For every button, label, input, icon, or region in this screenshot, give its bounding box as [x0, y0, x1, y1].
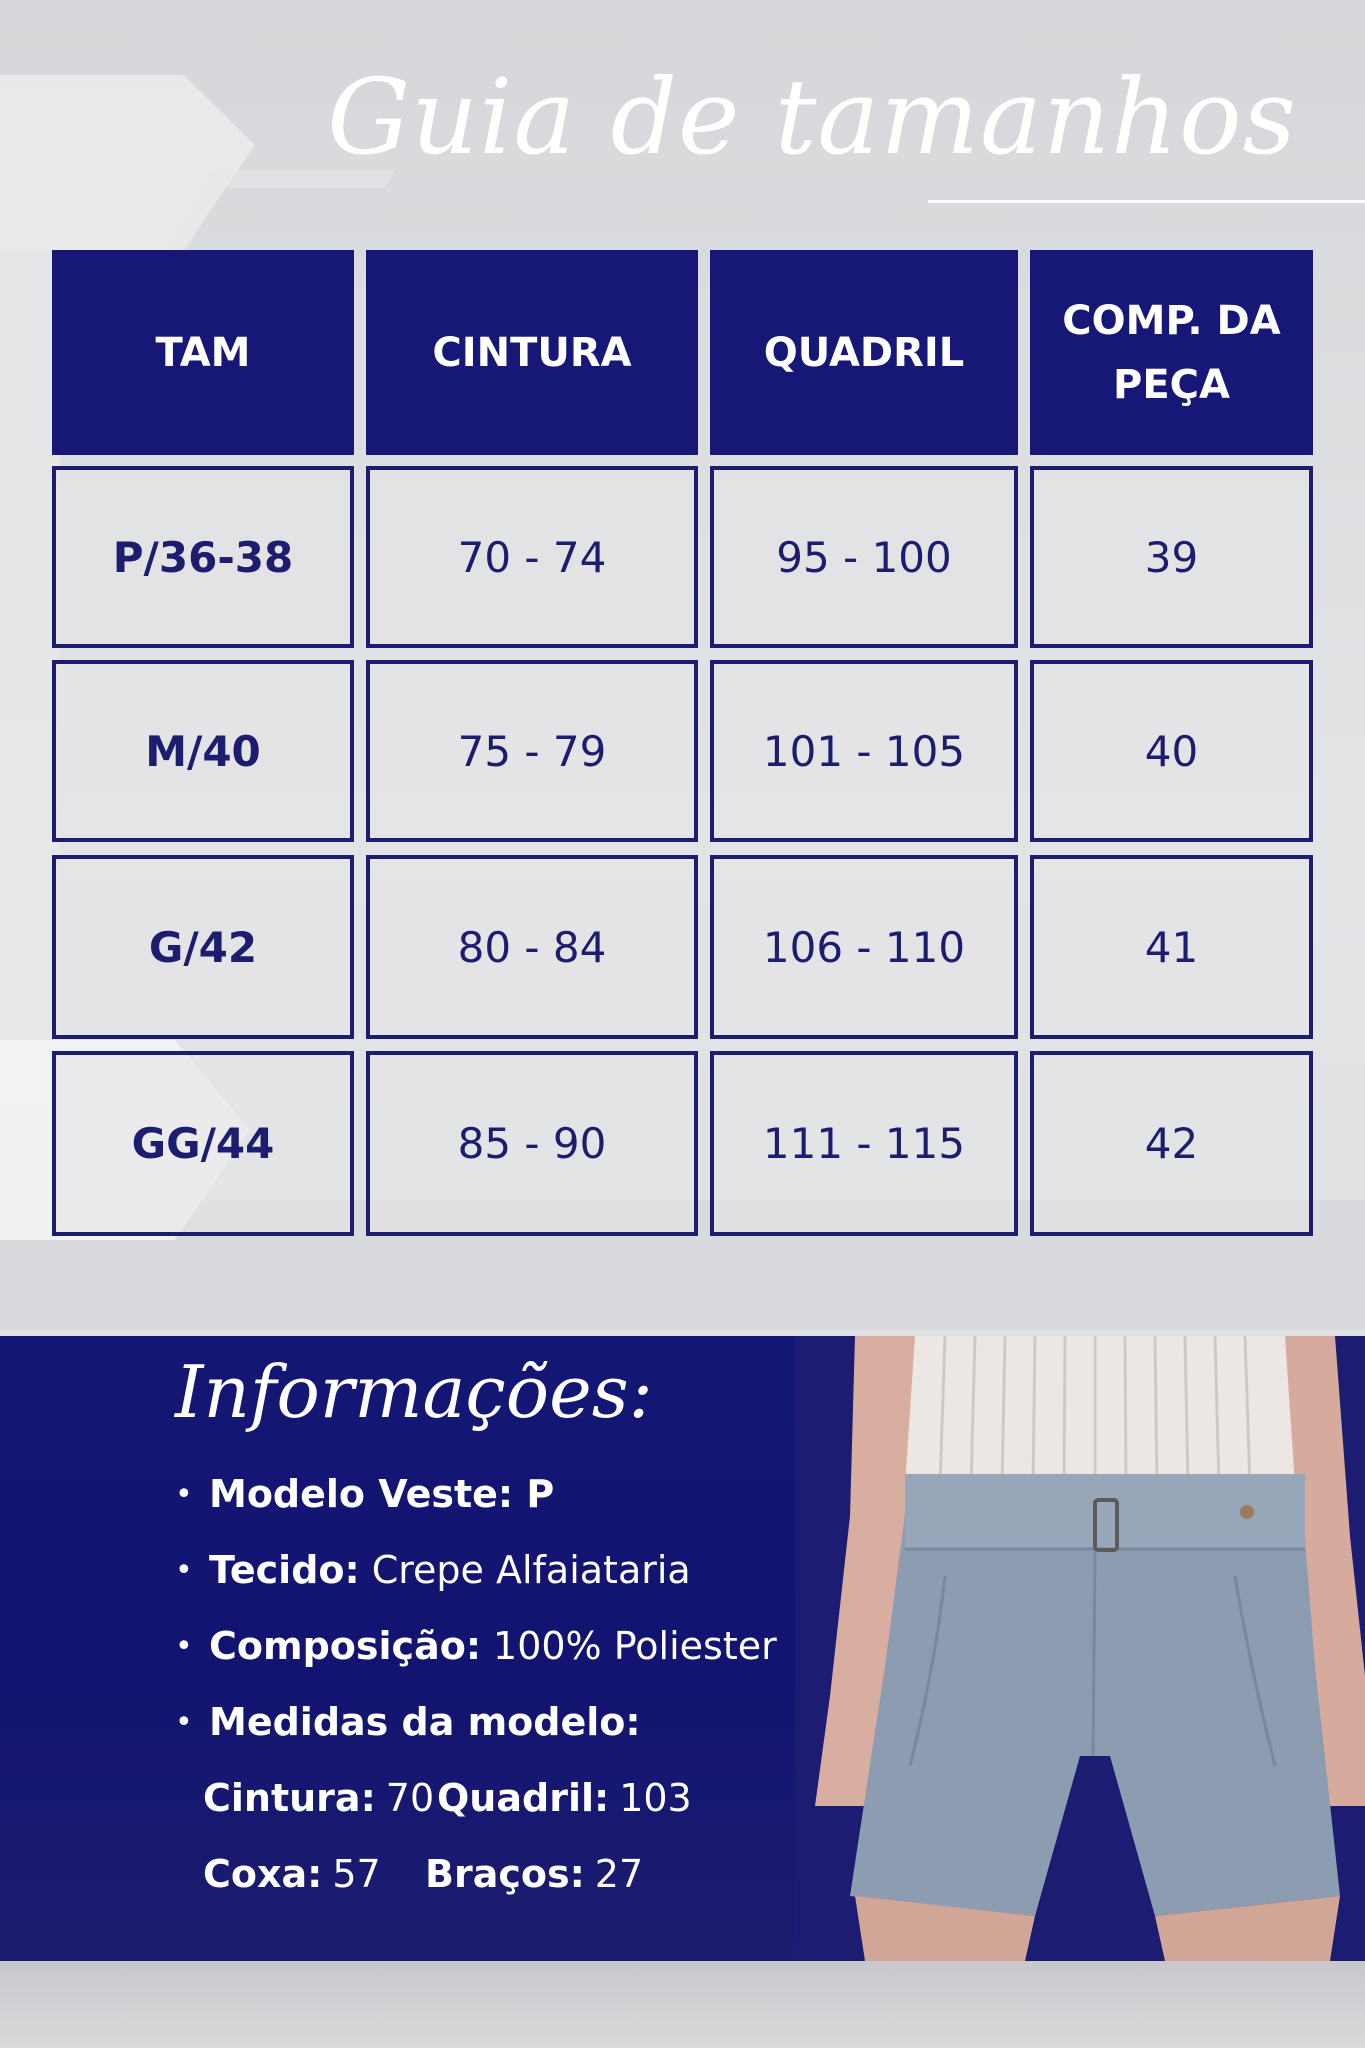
model-photo-illustration	[795, 1336, 1365, 1961]
info-item-medidas	[175, 1700, 653, 1744]
table-cell-cintura: 85 - 90	[366, 1051, 698, 1236]
table-cell-cintura: 75 - 79	[366, 660, 698, 842]
measure-bracos	[425, 1852, 643, 1896]
table-header-quadril: QUADRIL	[710, 250, 1018, 455]
table-cell-cintura: 80 - 84	[366, 855, 698, 1039]
bullet-icon: •	[175, 1552, 193, 1588]
page-title: Guia de tamanhos	[327, 56, 1297, 178]
info-item-label: Medidas da modelo:	[209, 1700, 641, 1744]
table-cell-quadril: 111 - 115	[710, 1051, 1018, 1236]
info-item-label: Modelo Veste: P	[209, 1472, 555, 1516]
bottom-band	[0, 1961, 1365, 2048]
table-cell-comprimento: 39	[1030, 466, 1313, 648]
table-header-tam: TAM	[52, 250, 354, 455]
info-item-value: Crepe Alfaiataria	[371, 1548, 691, 1592]
bullet-icon: •	[175, 1476, 193, 1512]
measure-value: 70	[385, 1776, 435, 1820]
measure-quadril	[437, 1776, 692, 1820]
measure-coxa	[203, 1852, 381, 1896]
info-item-value: 100% Poliester	[493, 1624, 777, 1668]
bullet-icon: •	[175, 1628, 193, 1664]
title-underline	[928, 200, 1365, 203]
info-item-label: Tecido:	[209, 1548, 360, 1592]
info-item-composicao	[175, 1624, 777, 1668]
info-item-label: Composição:	[209, 1624, 482, 1668]
measure-label: Quadril:	[437, 1776, 610, 1820]
measure-value: 27	[594, 1852, 644, 1896]
table-header-cintura: CINTURA	[366, 250, 698, 455]
table-cell-quadril: 101 - 105	[710, 660, 1018, 842]
bullet-icon: •	[175, 1704, 193, 1740]
info-item-modelo	[175, 1472, 566, 1516]
table-cell-size: M/40	[52, 660, 354, 842]
table-cell-quadril: 106 - 110	[710, 855, 1018, 1039]
measure-label: Braços:	[425, 1852, 585, 1896]
table-cell-size: P/36-38	[52, 466, 354, 648]
table-cell-size: GG/44	[52, 1051, 354, 1236]
info-item-tecido	[175, 1548, 691, 1592]
measure-cintura	[203, 1776, 434, 1820]
table-cell-size: G/42	[52, 855, 354, 1039]
table-cell-quadril: 95 - 100	[710, 466, 1018, 648]
table-header-comprimento: COMP. DA PEÇA	[1030, 250, 1313, 455]
table-cell-comprimento: 40	[1030, 660, 1313, 842]
measure-label: Coxa:	[203, 1852, 323, 1896]
info-title: Informações:	[175, 1350, 653, 1434]
model-photo	[795, 1336, 1365, 1961]
measure-value: 57	[332, 1852, 381, 1896]
table-cell-comprimento: 41	[1030, 855, 1313, 1039]
table-cell-comprimento: 42	[1030, 1051, 1313, 1236]
measure-value: 103	[619, 1776, 692, 1820]
table-cell-cintura: 70 - 74	[366, 466, 698, 648]
measure-label: Cintura:	[203, 1776, 376, 1820]
decorative-shape	[0, 250, 60, 1050]
